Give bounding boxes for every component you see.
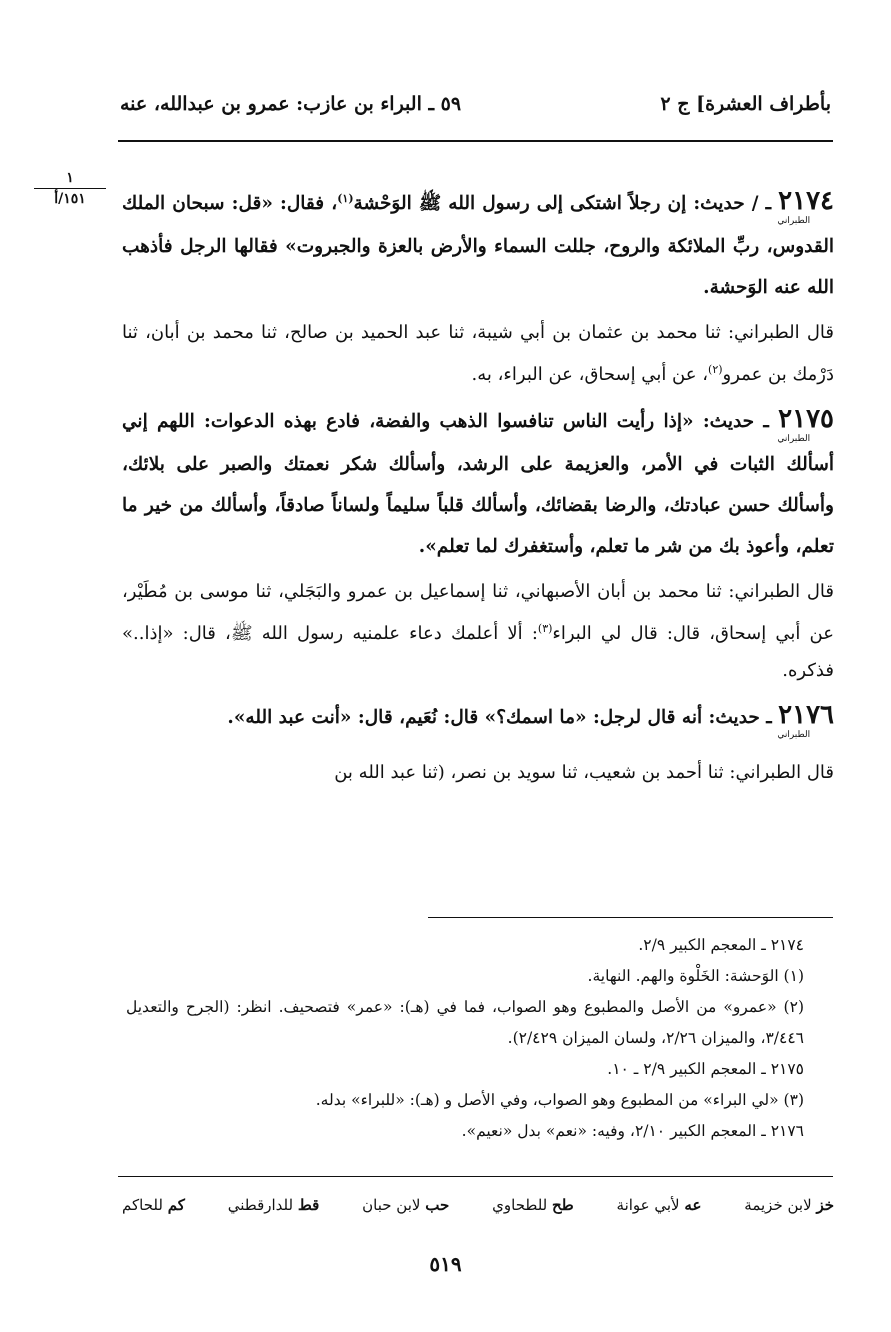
hadith-number: ٢١٧٤ [778, 186, 834, 216]
footnote-line: (٣) «لي البراء» من المطبوع وهو الصواب، وفي الأصل و (هـ): «للبراء» بدله. [315, 1091, 804, 1109]
abbreviation-item: كم للحاكم [122, 1196, 185, 1214]
hadith-text: ـ / حديث: إن رجلاً اشتكى إلى رسول الله ﷺ الوَحْشة [353, 193, 779, 214]
hadith-2176 [122, 695, 834, 740]
hadith-number: ٢١٧٥ [778, 404, 834, 434]
footnote-marker: (١) [337, 192, 354, 205]
header-rule [118, 140, 833, 142]
hadith-number: ٢١٧٦ [778, 700, 834, 730]
footnote-rule [428, 917, 833, 918]
source-tag: الطبراني [777, 730, 811, 740]
header-volume: بأطراف العشرة] ج ٢ [660, 93, 831, 115]
abbreviation-item: خز لابن خزيمة [744, 1196, 834, 1214]
footnote-marker: (٣) [537, 622, 553, 635]
abbreviation-item: حب لابن حبان [362, 1196, 450, 1214]
footnote-line: (٢) «عمرو» من الأصل والمطبوع وهو الصواب، فما في (هـ): «عمر» فتصحيف. انظر: (الجرح والتعديل ٣/٤٤٦، والميزان ٢/٢٦، ولسان الميزان ٢/٤٢٩). [126, 998, 804, 1047]
source-tag: الطبراني [777, 216, 811, 226]
hadith-text: ، فقال: «قل: سبحان الملك القدوس، ربِّ الملائكة والروح، جللت السماء والأرض بالعزة والجبروت» فقالها الرجل فأذهب الله عنه الوَحشة. [122, 193, 834, 298]
hadith-text: ـ حديث: «إذا رأيت الناس تنافسوا الذهب والفضة، فادع بهذه الدعوات: اللهم إني أسألك الثبات في الأمر، والعزيمة على الرشد، وأسألك شكر نعمتك والصبر على بلائك، وأسألك حسن عبادتك، والرضا بقضائك، وأسألك قلباً سليماً ولساناً صادقاً، وأسألك من خير ما تعلم، وأعوذ بك من شر ما تعلم، وأستغفرك لما تعلم». [122, 411, 834, 557]
hadith-2175 [122, 399, 834, 567]
isnad-text: قال الطبراني: ثنا محمد بن عثمان بن أبي شيبة، ثنا عبد الحميد بن صالح، ثنا محمد بن أبان، ثنا دَرْمك بن عمرو [122, 322, 834, 385]
running-header [120, 86, 831, 122]
header-chapter: ٥٩ ـ البراء بن عازب: عمرو بن عبدالله، عنه [120, 93, 462, 115]
source-tag: الطبراني [777, 434, 811, 444]
footnote-line: ٢١٧٤ ـ المعجم الكبير ٢/٩. [638, 936, 804, 954]
manuscript-folio-note [34, 170, 106, 207]
isnad-text: ، عن أبي إسحاق، عن البراء، به. [471, 364, 709, 385]
footnote-line: ٢١٧٦ ـ المعجم الكبير ٢/١٠، وفيه: «نعم» بدل «نعيم». [461, 1122, 804, 1140]
abbreviations-key [122, 1196, 834, 1214]
footnote-marker: (٢) [708, 363, 723, 376]
isnad-2174 [122, 314, 834, 393]
isnad-2175 [122, 573, 834, 689]
isnad-text: : ألا أعلمك دعاء علمنيه رسول الله ﷺ، قال: «إذا..» فذكره. [122, 623, 834, 681]
folio-note-top: ١ [66, 170, 74, 186]
footnote-line: (١) الوَحشة: الخَلْوة والهم. النهاية. [587, 967, 804, 985]
main-text [122, 172, 834, 791]
hadith-text: ـ حديث: أنه قال لرجل: «ما اسمك؟» قال: نُعَيم، قال: «أنت عبد الله». [227, 707, 779, 728]
page-number: ٥١٩ [429, 1252, 462, 1276]
abbreviation-item: عه لأبي عوانة [616, 1196, 702, 1214]
isnad-text: قال الطبراني: ثنا محمد بن أبان الأصبهاني، ثنا إسماعيل بن عمرو والبَجَلي، ثنا موسى بن مُطَيْر، عن أبي إسحاق، قال: قال لي البراء [122, 581, 834, 644]
abbreviations-rule [118, 1176, 833, 1177]
isnad-text: قال الطبراني: ثنا أحمد بن شعيب، ثنا سويد بن نصر، (ثنا عبد الله بن [334, 762, 834, 783]
abbreviation-item: طح للطحاوي [492, 1196, 574, 1214]
footnotes [126, 930, 832, 1147]
folio-note-rule [34, 188, 106, 189]
folio-note-bottom: ١٥١/أ [54, 191, 86, 207]
isnad-2176 [122, 754, 834, 791]
hadith-2174 [122, 178, 834, 308]
footnote-line: ٢١٧٥ ـ المعجم الكبير ٢/٩ ـ ١٠. [607, 1060, 804, 1078]
abbreviation-item: قط للدارقطني [227, 1196, 320, 1214]
